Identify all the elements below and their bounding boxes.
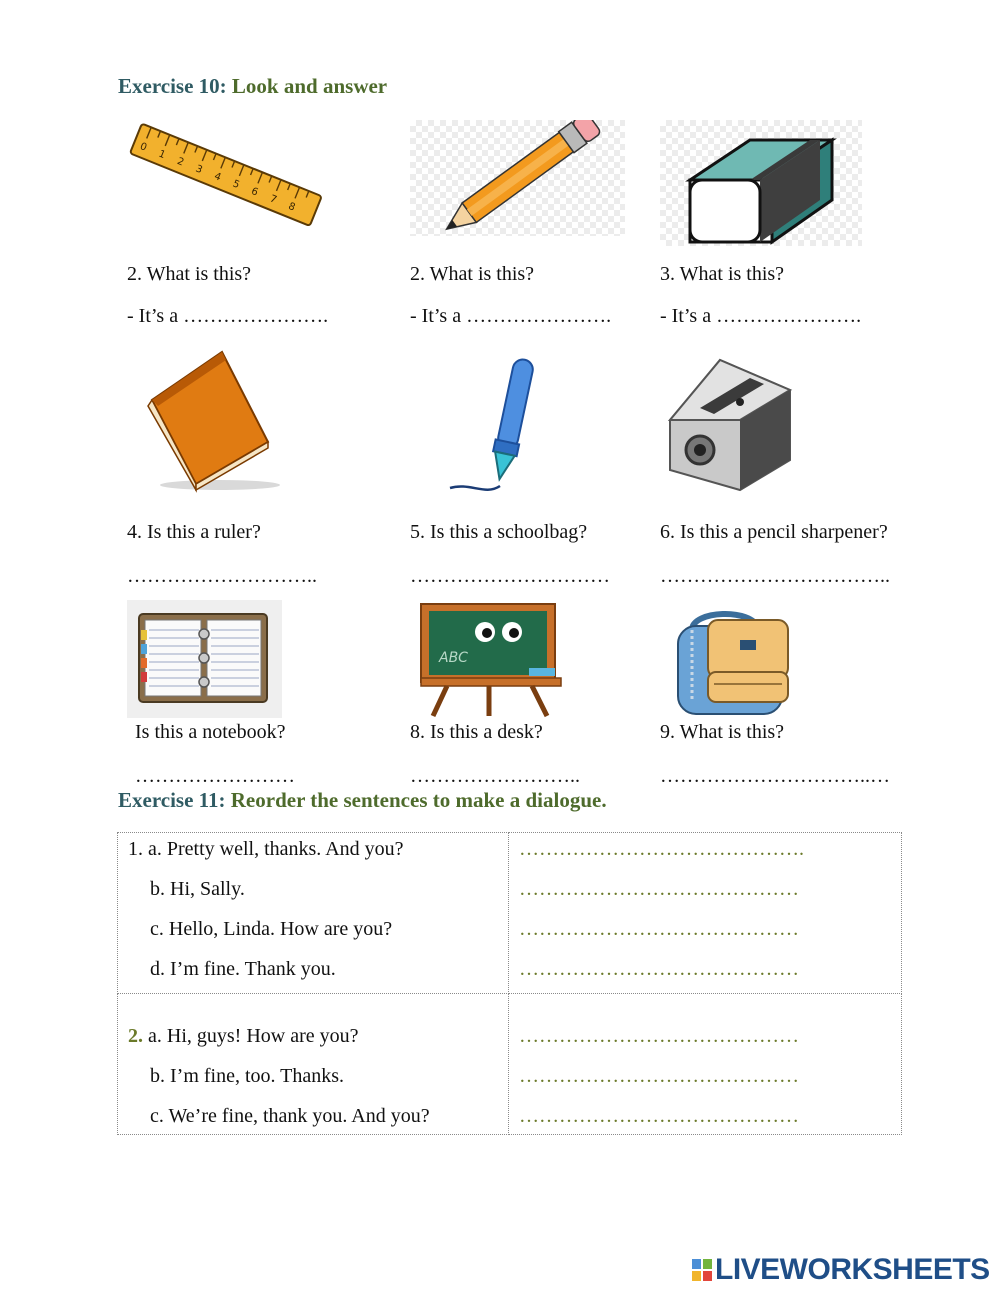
svg-text:3: 3 xyxy=(193,163,204,177)
answer-blank-8[interactable]: …………………….. xyxy=(410,765,580,787)
answer-blank-5[interactable]: ………………………… xyxy=(410,565,610,587)
dialogue-2-line-b: b. I’m fine, too. Thanks. xyxy=(150,1065,345,1087)
svg-text:1: 1 xyxy=(156,148,167,162)
board-image xyxy=(417,600,565,718)
dialogue-2-answers xyxy=(509,994,902,1135)
dialogue-group-1 xyxy=(118,833,902,994)
book-image xyxy=(140,350,285,495)
question-6: 6. Is this a pencil sharpener? xyxy=(660,521,888,543)
dialogue-1-blank-1[interactable]: ……………………………………. xyxy=(519,838,804,860)
svg-text:6: 6 xyxy=(249,185,260,199)
exercise-10-title: Look and answer xyxy=(231,74,388,98)
exercise-11-number: Exercise 11: xyxy=(118,788,226,812)
svg-text:2: 2 xyxy=(175,156,186,169)
dialogue-1-answers xyxy=(509,833,902,994)
liveworksheets-logo xyxy=(692,1253,990,1287)
question-3: 3. What is this? xyxy=(660,263,785,285)
schoolbag-image xyxy=(662,600,794,718)
brand-name: LIVEWORKSHEETS xyxy=(715,1253,990,1286)
dialogue-1-line-c: c. Hello, Linda. How are you? xyxy=(150,918,393,940)
dialogue-table xyxy=(117,832,902,1135)
notebook-image xyxy=(127,600,282,718)
pencil-sharpener-image xyxy=(660,350,795,495)
dialogue-2-blank-2[interactable]: …………………………………… xyxy=(519,1065,799,1087)
question-1: 2. What is this? xyxy=(127,263,252,285)
svg-text:4: 4 xyxy=(212,171,223,184)
ruler-image xyxy=(125,118,323,230)
dialogue-2-blank-1[interactable]: …………………………………… xyxy=(519,1025,799,1047)
dialogue-2-line-c: c. We’re fine, thank you. And you? xyxy=(150,1105,430,1127)
dialogue-2-number: 2. xyxy=(128,1025,143,1047)
dialogue-2-line-a xyxy=(118,1020,508,1060)
dialogue-1-line-d: d. I’m fine. Thank you. xyxy=(150,958,336,980)
pen-image xyxy=(410,350,560,500)
dialogue-1-blank-3[interactable]: …………………………………… xyxy=(519,918,799,940)
dialogue-2-line-a-text: a. Hi, guys! How are you? xyxy=(148,1025,359,1047)
eraser-image xyxy=(660,120,862,246)
svg-text:5: 5 xyxy=(231,178,242,192)
question-4: 4. Is this a ruler? xyxy=(127,521,261,543)
dialogue-1-sentences xyxy=(118,833,509,994)
exercise-10-number: Exercise 10: xyxy=(118,74,227,98)
question-7: Is this a notebook? xyxy=(135,721,286,743)
svg-text:0: 0 xyxy=(138,141,149,154)
answer-blank-1[interactable]: - It’s a …………………. xyxy=(127,305,329,327)
svg-text:ABC: ABC xyxy=(439,650,468,666)
question-8: 8. Is this a desk? xyxy=(410,721,543,743)
question-5: 5. Is this a schoolbag? xyxy=(410,521,588,543)
dialogue-1-line-b: b. Hi, Sally. xyxy=(150,878,245,900)
answer-blank-4[interactable]: ……………………….. xyxy=(127,565,317,587)
dialogue-1-line-a: 1. a. Pretty well, thanks. And you? xyxy=(128,838,404,860)
svg-text:7: 7 xyxy=(268,193,279,207)
question-9: 9. What is this? xyxy=(660,721,785,743)
dialogue-1-blank-2[interactable]: …………………………………… xyxy=(519,878,799,900)
answer-blank-6[interactable]: …………………………….. xyxy=(660,565,890,587)
dialogue-2-blank-3[interactable]: …………………………………… xyxy=(519,1105,799,1127)
dialogue-1-blank-4[interactable]: …………………………………… xyxy=(519,958,799,980)
brand-icon xyxy=(692,1259,712,1281)
svg-text:8: 8 xyxy=(286,200,297,214)
exercise-11-title: Reorder the sentences to make a dialogue. xyxy=(230,788,607,812)
answer-blank-3[interactable]: - It’s a …………………. xyxy=(660,305,862,327)
exercise-10-heading xyxy=(118,74,387,99)
question-2: 2. What is this? xyxy=(410,263,535,285)
exercise-11-heading xyxy=(118,788,607,813)
dialogue-2-sentences xyxy=(118,994,509,1135)
answer-blank-7[interactable]: …………………… xyxy=(135,765,295,787)
answer-blank-2[interactable]: - It’s a …………………. xyxy=(410,305,612,327)
pencil-image xyxy=(410,120,625,236)
dialogue-group-2 xyxy=(118,994,902,1135)
answer-blank-9[interactable]: …………………………..… xyxy=(660,765,890,787)
